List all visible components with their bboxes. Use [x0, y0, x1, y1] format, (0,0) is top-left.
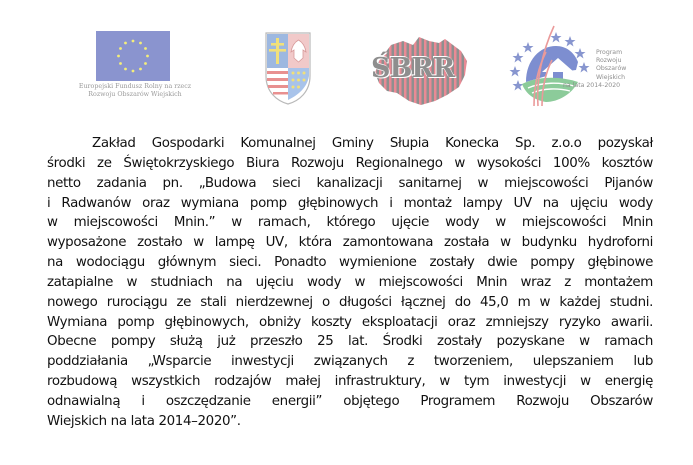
sbrr-logo: [369, 35, 473, 107]
paragraph-line: Zakład Gospodarki Komunalnej Gminy Słupia Konecka Sp. z.o.o pozyskał: [92, 136, 653, 151]
announcement-paragraph: [47, 134, 653, 432]
paragraph-line: Wymiana pomp głębinowych, obniży koszty eksploatacji oraz zmniejszy ryzyko awarii.: [47, 314, 653, 330]
eu-caption-line-1: Europejski Fundusz Rolny na rzecz: [78, 83, 192, 90]
paragraph-line: zatapialne w studniach na ujęciu wody w miejscowości Mnin wraz z montażem: [47, 274, 653, 290]
sbrr-wordmark: ŚBRR: [371, 53, 455, 84]
paragraph-line: i Radwanów oraz wymiana pomp głębinowych i montaż lampy UV na ujęciu wody: [47, 195, 653, 211]
paragraph-line: netto zadania pn. „Budowa sieci kanalizacji sanitarnej w miejscowości Pijanów: [47, 175, 653, 191]
eu-caption-line-2: Rozwoju Obszarów Wiejskich: [88, 91, 182, 98]
paragraph-line: rozbudową wszystkich rodzajów małej infrastruktury, w tym inwestycji w energię: [47, 374, 653, 390]
eu-flag-icon: [96, 31, 170, 81]
prow-emblem-icon: [508, 22, 598, 108]
logo-header: [0, 0, 693, 120]
prow-wordmark: [596, 49, 626, 82]
prow-word: Obszarów: [596, 65, 627, 73]
prow-word: Rozwoju: [596, 57, 622, 65]
paragraph-line: nowego rurociągu ze stali nierdzewnej o długości łącznej do 45,0 m w każdej studni.: [47, 294, 653, 310]
eu-fund-logo: [78, 28, 206, 103]
prow-word: Wiejskich: [596, 73, 626, 81]
paragraph-line: w miejscowości Mnin.” w ramach, którego ujęcie wody w miejscowości Mnin: [47, 215, 653, 231]
paragraph-line: na wodociągu głównym sieci. Ponadto wymienione zostały dwie pompy głębinowe: [47, 255, 653, 271]
paragraph-line: poddziałania „Wsparcie inwestycji związanych z tworzeniem, ulepszaniem lub: [47, 354, 653, 370]
paragraph-line: odnawialną i oszczędzanie energii” objętego Programem Rozwoju Obszarów: [47, 393, 653, 409]
prow-word: Program: [596, 49, 623, 56]
prow-logo: [508, 22, 648, 108]
eu-fund-caption: [70, 83, 200, 99]
coat-of-arms-logo: [263, 30, 313, 106]
paragraph-line: wyposażone zostało w lampę UV, która zamontowana została w budynku hydroforni: [47, 235, 653, 251]
paragraph-line: Wiejskich na lata 2014–2020”.: [47, 413, 241, 429]
paragraph-line: Obecne pompy służą już przeszło 25 lat. Środki zostały pozyskane w ramach: [47, 334, 653, 350]
prow-years: na lata 2014-2020: [563, 82, 621, 89]
coat-of-arms-icon: [263, 30, 313, 106]
paragraph-line: środki ze Świętokrzyskiego Biura Rozwoju Regionalnego w wysokości 100% kosztów: [47, 155, 653, 171]
